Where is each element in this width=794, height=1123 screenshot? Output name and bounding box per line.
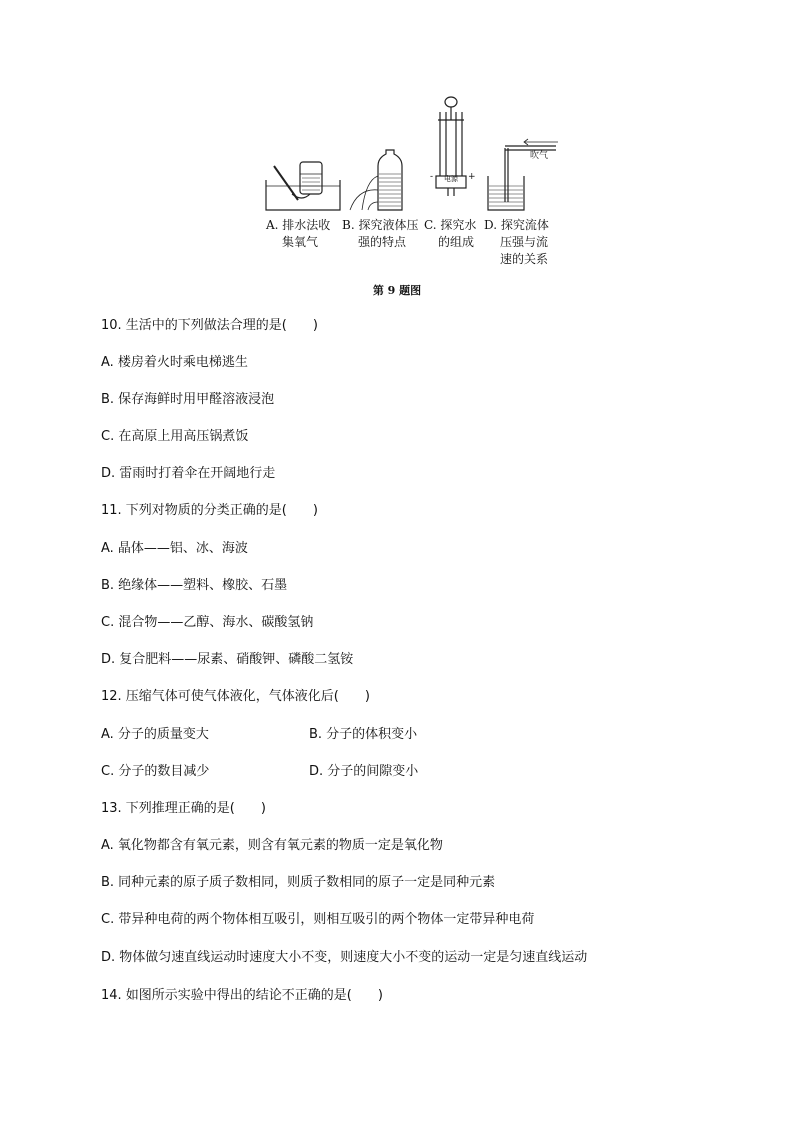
option-a: A. 氧化物都含有氧元素，则含有氧元素的物质一定是氧化物 [101,838,443,853]
question-stem: 11. 下列对物质的分类正确的是( ) [101,503,318,518]
option-b: B. 绝缘体——塑料、橡胶、石墨 [101,578,288,593]
plus-sign: + [468,172,476,182]
label-b: B. 探究液体压 强的特点 [342,218,419,249]
option-c: C. 分子的数目减少 [101,764,210,779]
label-d: D. 探究流体 压强与流 速的关系 [484,218,549,266]
question-stem: 10. 生活中的下列做法合理的是( ) [101,318,318,333]
label-a: A. 排水法收 集氧气 [266,218,331,249]
option-b: B. 同种元素的原子质子数相同，则质子数相同的原子一定是同种元素 [101,875,496,890]
power-supply-label: 电源 [444,175,458,183]
question-stem: 13. 下列推理正确的是( ) [101,801,266,816]
option-c: C. 混合物——乙醇、海水、碳酸氢钠 [101,615,314,630]
option-b: B. 分子的体积变小 [309,727,418,742]
apparatus-b [350,150,402,210]
minus-sign: - [430,172,434,182]
option-c: C. 带异种电荷的两个物体相互吸引，则相互吸引的两个物体一定带异种电荷 [101,912,535,927]
label-c: C. 探究水 的组成 [424,218,477,249]
blow-label: 吹气 [530,151,549,161]
option-d: D. 雷雨时打着伞在开阔地行走 [101,466,276,481]
question-stem: 12. 压缩气体可使气体液化，气体液化后( ) [101,689,370,704]
option-d: D. 复合肥料——尿素、硝酸钾、磷酸二氢铵 [101,652,354,667]
option-d: D. 分子的间隙变小 [309,764,419,779]
figure-9 [262,90,582,270]
option-a: A. 楼房着火时乘电梯逃生 [101,355,248,370]
option-a: A. 分子的质量变大 [101,727,209,742]
option-c: C. 在高原上用高压锅煮饭 [101,429,249,444]
option-a: A. 晶体——铝、冰、海波 [101,541,248,556]
figure-caption: 第 9 题图 [372,284,422,297]
option-b: B. 保存海鲜时用甲醛溶液浸泡 [101,392,275,407]
apparatus-a [266,162,340,210]
option-d: D. 物体做匀速直线运动时速度大小不变，则速度大小不变的运动一定是匀速直线运动 [101,950,588,965]
question-stem: 14. 如图所示实验中得出的结论不正确的是( ) [101,988,383,1003]
